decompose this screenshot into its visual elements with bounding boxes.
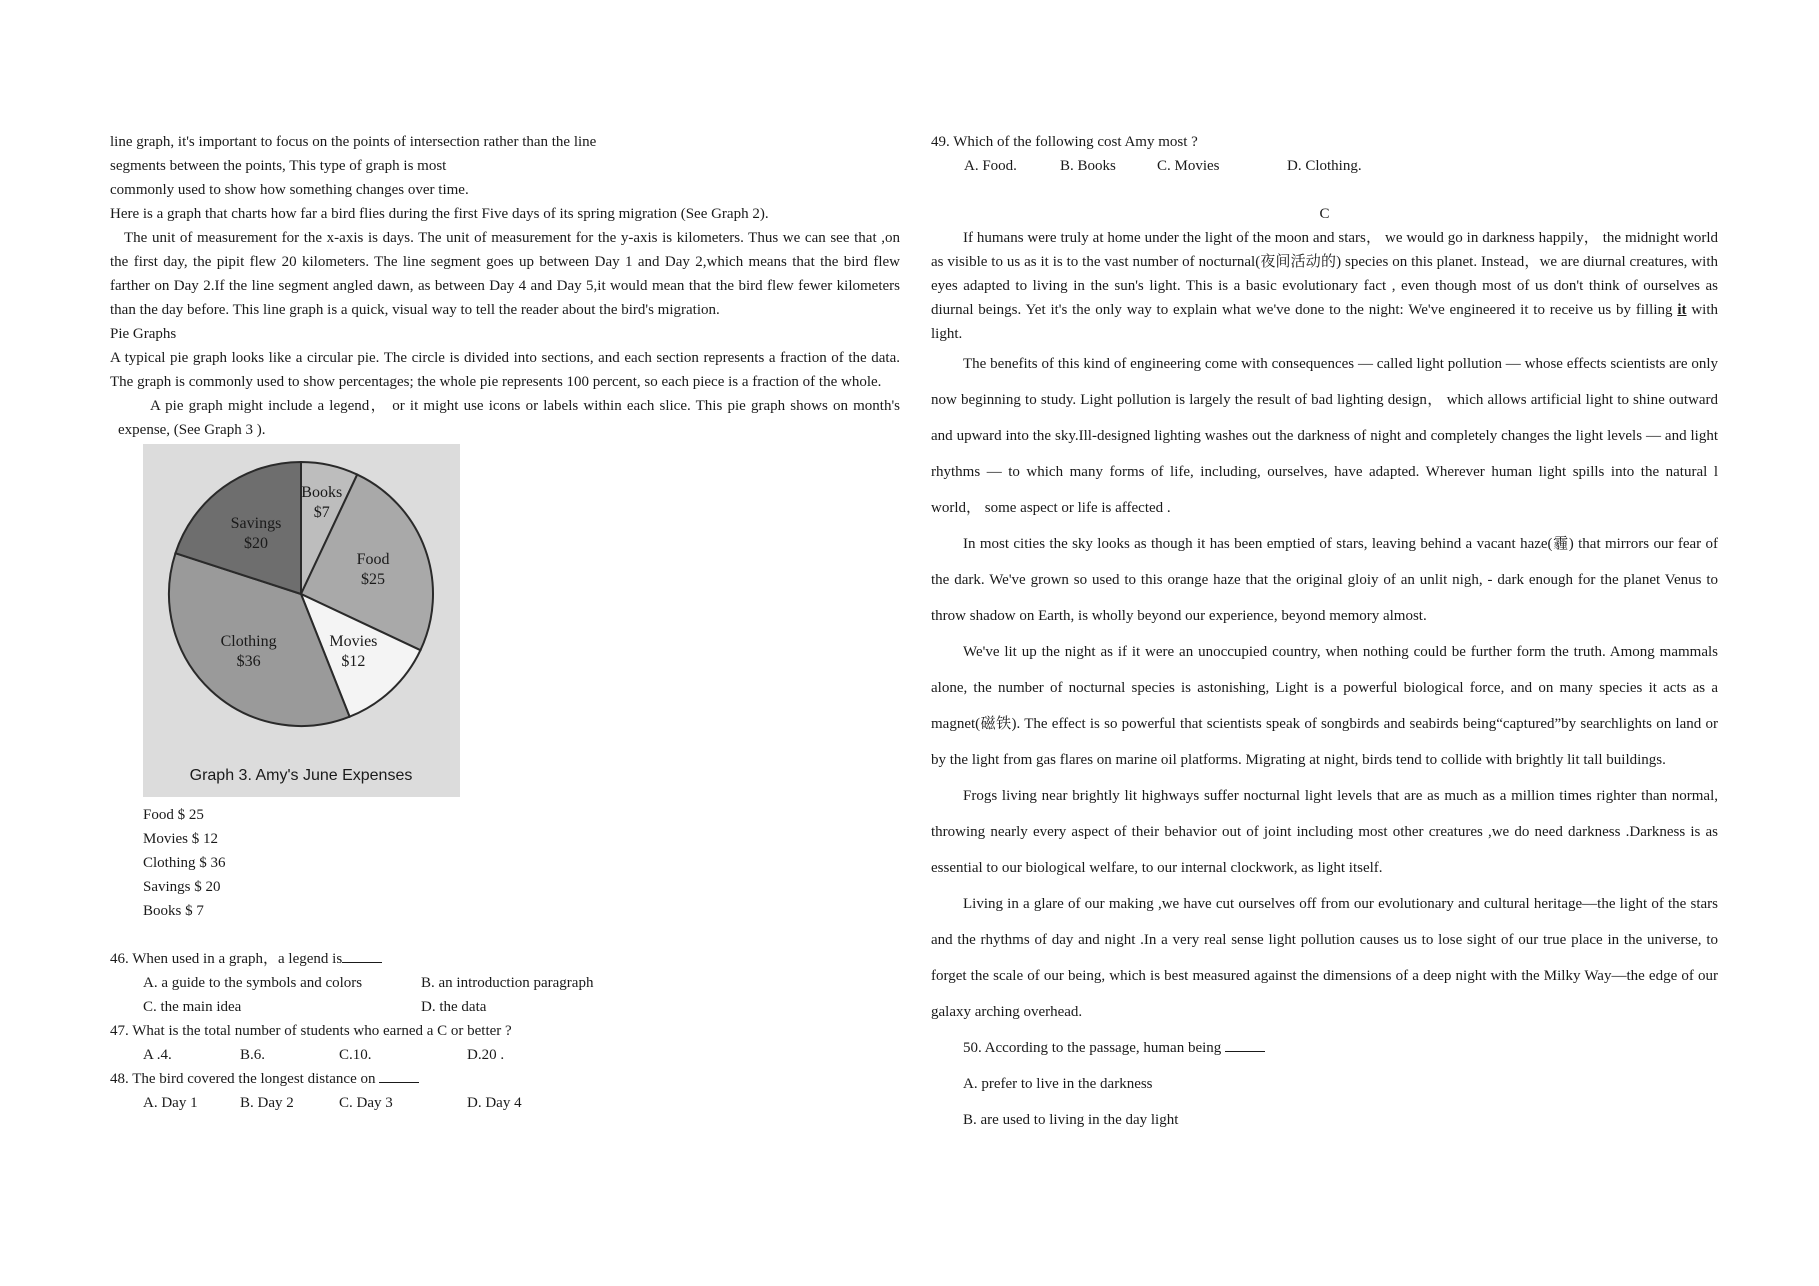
option-b[interactable]: B.6. [240, 1047, 266, 1063]
intro-line-3: commonly used to show how something changes over time. [110, 182, 469, 198]
option-b[interactable]: B. an introduction paragraph [421, 975, 594, 991]
answer-blank[interactable] [379, 1068, 419, 1083]
pie-label-food: Food [356, 551, 390, 569]
option-a[interactable]: A. Day 1 [143, 1095, 198, 1111]
paragraph-1: If humans were truly at home under the light of the moon and stars， we would go in darkness happily， the midnight world as visible to us as it is to the vast number of nocturnal(夜间活动的) species on this planet. Instead，we are diurnal creatures, with eyes adapted to living in the sun's light. This is a basic evolutionary fact , even though most of us don't think of ourselves as diurnal beings. Yet it's the only way to explain what we've done to the night: We've engineered it to receive us by filling it with light. [931, 230, 1718, 342]
option-c[interactable]: C. Movies [1157, 158, 1220, 174]
question-48-options [110, 1091, 900, 1115]
paragraph-3: In most cities the sky looks as though it has been emptied of stars, leaving behind a vacant haze(霾) that mirrors our fear of the dark. We've grown so used to this orange haze that the original gloiy of an unlit nigh, - dark enough for the planet Venus to throw shadow on Earth, is wholly beyond our experience, beyond memory almost. [931, 536, 1718, 624]
intro-line-4: Here is a graph that charts how far a bird flies during the first Five days of its spring migration (See Graph 2). [110, 206, 769, 222]
question-46-options-row2 [110, 995, 900, 1019]
option-a[interactable]: A .4. [143, 1047, 172, 1063]
list-item: Books $ 7 [143, 903, 204, 919]
option-a[interactable]: A. a guide to the symbols and colors [143, 975, 363, 991]
pie-value-books: $7 [313, 504, 330, 522]
option-b[interactable]: B. Day 2 [240, 1095, 294, 1111]
option-c[interactable]: C. Day 3 [339, 1095, 393, 1111]
list-item: Food $ 25 [143, 807, 204, 823]
question-46-options [110, 971, 900, 995]
pie-graphs-heading: Pie Graphs [110, 326, 177, 342]
pie-label-books: Books [301, 484, 343, 502]
question-47-stem: 47. What is the total number of students who earned a C or better ? [110, 1023, 512, 1039]
question-46-stem: 46. When used in a graph，a legend is [110, 947, 900, 971]
list-item: Movies $ 12 [143, 831, 218, 847]
question-47-options [110, 1043, 900, 1067]
question-49-options [931, 154, 1718, 178]
option-a[interactable]: A. Food. [964, 158, 1017, 174]
left-column [110, 130, 900, 1115]
paragraph-4: We've lit up the night as if it were an unoccupied country, when nothing could be further form the truth. Among mammals alone, the number of nocturnal species is astonishing, Light is a powerful biological force, and on many species it acts as a magnet(磁铁). The effect is so powerful that scientists speak of songbirds and seabirds being“captured”by searchlights on land or by the light from gas flares on marine oil platforms. Migrating at night, birds tend to collide with brightly lit tall buildings. [931, 644, 1718, 768]
paragraph-units: The unit of measurement for the x-axis is days. The unit of measurement for the y-axis is kilometers. Thus we can see that ,on the first day, the pipit flew 20 kilometers. The line segment goes up between Day 1 and Day 2,which means that the bird flew farther on Day 2.If the line segment angled dawn, as between Day 4 and Day 5,it would mean that the bird flew fewer kilometers than the day before. This line graph is a quick, visual way to tell the reader about the bird's migration. [110, 230, 900, 318]
option-c[interactable]: C. the main idea [143, 999, 242, 1015]
section-letter: C [1319, 206, 1330, 222]
option-b[interactable]: B. Books [1060, 158, 1116, 174]
question-50-stem: 50. According to the passage, human being [931, 1030, 1718, 1066]
pie-chart-figure [143, 444, 460, 797]
option-d[interactable]: D.20 . [467, 1047, 505, 1063]
answer-blank[interactable] [1225, 1037, 1265, 1052]
pie-value-movies: $12 [341, 652, 366, 670]
list-item: Savings $ 20 [143, 879, 221, 895]
paragraph-5: Frogs living near brightly lit highways suffer nocturnal light levels that are as much as a million times righter than normal, throwing nearly every aspect of their behavior out of joint including most other creatures ,we do need darkness .Darkness is as essential to our biological welfare, to our internal clockwork, as light itself. [931, 788, 1718, 876]
underlined-word: it [1677, 302, 1687, 318]
answer-blank[interactable] [342, 948, 382, 963]
paragraph-pie: A typical pie graph looks like a circular pie. The circle is divided into sections, and each section represents a fraction of the data. The graph is commonly used to show percentages; the whole pie represents 100 percent, so each piece is a fraction of the whole. [110, 350, 900, 390]
paragraph-legend: A pie graph might include a legend， or it might use icons or labels within each slice. This pie graph shows on month's expense, (See Graph 3 ). [118, 398, 900, 438]
option-d[interactable]: D. Day 4 [467, 1095, 522, 1111]
option-d[interactable]: D. Clothing. [1287, 158, 1362, 174]
pie-label-savings: Savings [230, 515, 282, 533]
pie-value-food: $25 [361, 571, 386, 589]
paragraph-2: The benefits of this kind of engineering come with consequences — called light pollution — whose effects scientists are only now beginning to study. Light pollution is largely the result of bad lighting design， which allows artificial light to shine outward and upward into the sky.Ill-designed lighting washes out the darkness of night and completely changes the light levels — and light rhythms — to which many forms of life, including, ourselves, have adapted. Wherever human light spills into the natural l world， some aspect or life is affected . [931, 356, 1718, 516]
option-c[interactable]: C.10. [339, 1047, 372, 1063]
pie-chart-title: Graph 3. Amy's June Expenses [189, 767, 413, 784]
right-column [931, 130, 1718, 1138]
pie-chart [143, 444, 460, 797]
pie-label-clothing: Clothing [220, 632, 277, 650]
option-a[interactable]: A. prefer to live in the darkness [963, 1076, 1153, 1092]
pie-value-clothing: $36 [236, 652, 261, 670]
intro-line-1: line graph, it's important to focus on the points of intersection rather than the line [110, 134, 597, 150]
question-49-stem: 49. Which of the following cost Amy most ? [931, 134, 1198, 150]
pie-label-movies: Movies [329, 632, 378, 650]
question-48-stem: 48. The bird covered the longest distance on [110, 1067, 900, 1091]
option-d[interactable]: D. the data [421, 999, 487, 1015]
list-item: Clothing $ 36 [143, 855, 226, 871]
paragraph-6: Living in a glare of our making ,we have cut ourselves off from our evolutionary and cultural heritage—the light of the stars and the rhythms of day and night .In a very real sense light pollution causes us to lose sight of our true place in the universe, to forget the scale of our being, which is best measured against the dimensions of a deep night with the Milky Way—the edge of our galaxy arching overhead. [931, 896, 1718, 1020]
pie-value-savings: $20 [243, 535, 268, 553]
expense-list [110, 803, 900, 923]
intro-line-2: segments between the points, This type of graph is most [110, 158, 447, 174]
option-b[interactable]: B. are used to living in the day light [963, 1112, 1179, 1128]
